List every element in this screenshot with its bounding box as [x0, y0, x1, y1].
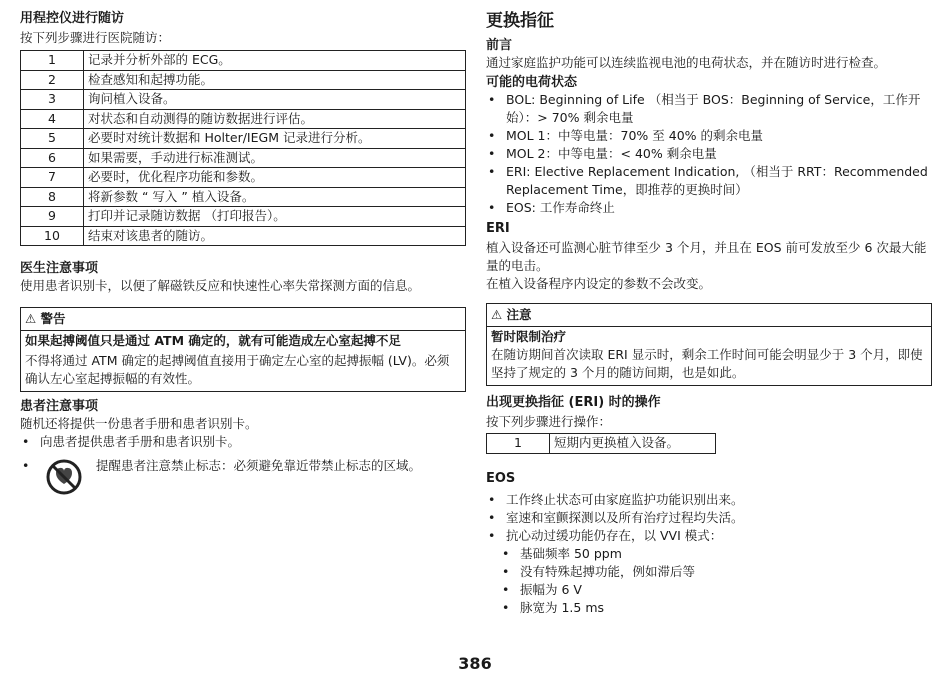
table-row — [21, 51, 466, 71]
eri-action-table — [486, 433, 716, 454]
table-row — [21, 129, 466, 149]
step-number: 7 — [21, 168, 84, 188]
caution-label: ⚠ 注意 — [487, 304, 931, 327]
followup-title: 用程控仪进行随访 — [20, 11, 125, 26]
eri-text-parameters: 在植入设备程序内设定的参数不会改变。 — [486, 276, 712, 291]
table-row — [21, 187, 466, 207]
step-text: 将新参数 “ 写入 ” 植入设备。 — [84, 187, 466, 207]
patient-notes-list — [20, 433, 466, 475]
list-item: • EOS: 工作寿命终止 — [486, 199, 932, 217]
patient-notes-intro: 随机还将提供一份患者手册和患者识别卡。 — [20, 416, 258, 431]
list-item: • ERI: Elective Replacement Indication, （相当于 RRT：Recommended Replacement Time，即推荐的更换时间） — [486, 163, 932, 199]
table-row — [487, 434, 716, 454]
list-item: • 脉宽为 1.5 ms — [486, 599, 932, 617]
step-text: 如果需要，手动进行标准测试。 — [84, 148, 466, 168]
table-row — [21, 70, 466, 90]
step-number: 1 — [21, 51, 84, 71]
step-number: 1 — [487, 434, 550, 454]
list-item: • 工作终止状态可由家庭监护功能识别出来。 — [486, 491, 932, 509]
step-number: 6 — [21, 148, 84, 168]
step-text: 必要时，优化程序功能和参数。 — [84, 168, 466, 188]
right-column — [486, 10, 932, 617]
list-item: • BOL: Beginning of Life （相当于 BOS：Beginning of Service，工作开始）：> 70% 剩余电量 — [486, 91, 932, 127]
doctor-notes-title: 医生注意事项 — [20, 261, 99, 276]
step-number: 10 — [21, 226, 84, 246]
caution-body — [487, 327, 931, 385]
list-item: • 振幅为 6 V — [486, 581, 932, 599]
list-item: • MOL 2：中等电量：< 40% 剩余电量 — [486, 145, 932, 163]
step-text: 结束对该患者的随访。 — [84, 226, 466, 246]
step-text: 询问植入设备。 — [84, 90, 466, 110]
step-text: 打印并记录随访数据 （打印报告）。 — [84, 207, 466, 227]
caution-box — [486, 303, 932, 386]
list-item: • 向患者提供患者手册和患者识别卡。 — [20, 433, 466, 451]
table-row — [21, 226, 466, 246]
eri-title: ERI — [486, 221, 510, 236]
prohibition-warning-text: 提醒患者注意禁止标志：必须避免靠近带禁止标志的区域。 — [96, 458, 422, 473]
warning-label: ⚠ 警告 — [21, 308, 465, 331]
preface-title: 前言 — [486, 38, 513, 53]
table-row — [21, 90, 466, 110]
eos-list — [486, 491, 932, 545]
table-row — [21, 148, 466, 168]
preface-text: 通过家庭监护功能可以连续监视电池的电荷状态，并在随访时进行检查。 — [486, 55, 887, 70]
followup-steps-table — [20, 50, 466, 246]
eos-title: EOS — [486, 470, 516, 486]
table-row — [21, 168, 466, 188]
left-column — [20, 10, 466, 475]
step-text: 对状态和自动测得的随访数据进行评估。 — [84, 109, 466, 129]
step-number: 3 — [21, 90, 84, 110]
eos-sublist — [486, 545, 932, 617]
eri-text: 植入设备还可监测心脏节律至少 3 个月，并且在 EOS 前可发放至少 6 次最大能量的电击。 — [486, 240, 927, 273]
step-number: 9 — [21, 207, 84, 227]
warning-body: 不得将通过 ATM 确定的起搏阈值直接用于确定左心室的起搏振幅 (LV)。必须确认左心室起搏振幅的有效性。 — [25, 353, 450, 386]
step-text: 短期内更换植入设备。 — [550, 434, 716, 454]
warning-heading: 如果起搏阈值只是通过 ATM 确定的，就有可能造成左心室起搏不足 — [25, 333, 401, 348]
caution-text: 在随访期间首次读取 ERI 显示时，剩余工作时间可能会明显少于 3 个月，即使坚持了规定的 3 个月的随访间期，也是如此。 — [491, 347, 923, 380]
caution-heading: 暂时限制治疗 — [491, 329, 567, 344]
no-pacemaker-sign-icon — [40, 457, 88, 502]
followup-intro: 按下列步骤进行医院随访： — [20, 30, 171, 45]
list-item: • 基础频率 50 ppm — [486, 545, 932, 563]
eri-action-title: 出现更换指征 (ERI) 时的操作 — [486, 395, 661, 410]
eri-action-intro: 按下列步骤进行操作： — [486, 414, 612, 429]
doctor-notes-text: 使用患者识别卡，以便了解磁铁反应和快速性心率失常探测方面的信息。 — [20, 278, 421, 293]
step-number: 4 — [21, 109, 84, 129]
step-text: 必要时对统计数据和 Holter/IEGM 记录进行分析。 — [84, 129, 466, 149]
table-row — [21, 109, 466, 129]
list-item — [20, 457, 466, 475]
patient-notes-title: 患者注意事项 — [20, 399, 99, 414]
charge-states-title: 可能的电荷状态 — [486, 75, 578, 90]
step-text: 记录并分析外部的 ECG。 — [84, 51, 466, 71]
list-item: • 抗心动过缓功能仍存在，以 VVI 模式： — [486, 527, 932, 545]
step-number: 2 — [21, 70, 84, 90]
list-item: • MOL 1：中等电量：70% 至 40% 的剩余电量 — [486, 127, 932, 145]
list-item: • 室速和室颤探测以及所有治疗过程均失活。 — [486, 509, 932, 527]
step-number: 5 — [21, 129, 84, 149]
warning-box — [20, 307, 466, 392]
charge-states-list — [486, 91, 932, 217]
page-number: 386 — [458, 654, 492, 673]
step-number: 8 — [21, 187, 84, 207]
step-text: 检查感知和起搏功能。 — [84, 70, 466, 90]
page-title: 更换指征 — [486, 11, 554, 31]
list-item: • 没有特殊起搏功能，例如滞后等 — [486, 563, 932, 581]
table-row — [21, 207, 466, 227]
